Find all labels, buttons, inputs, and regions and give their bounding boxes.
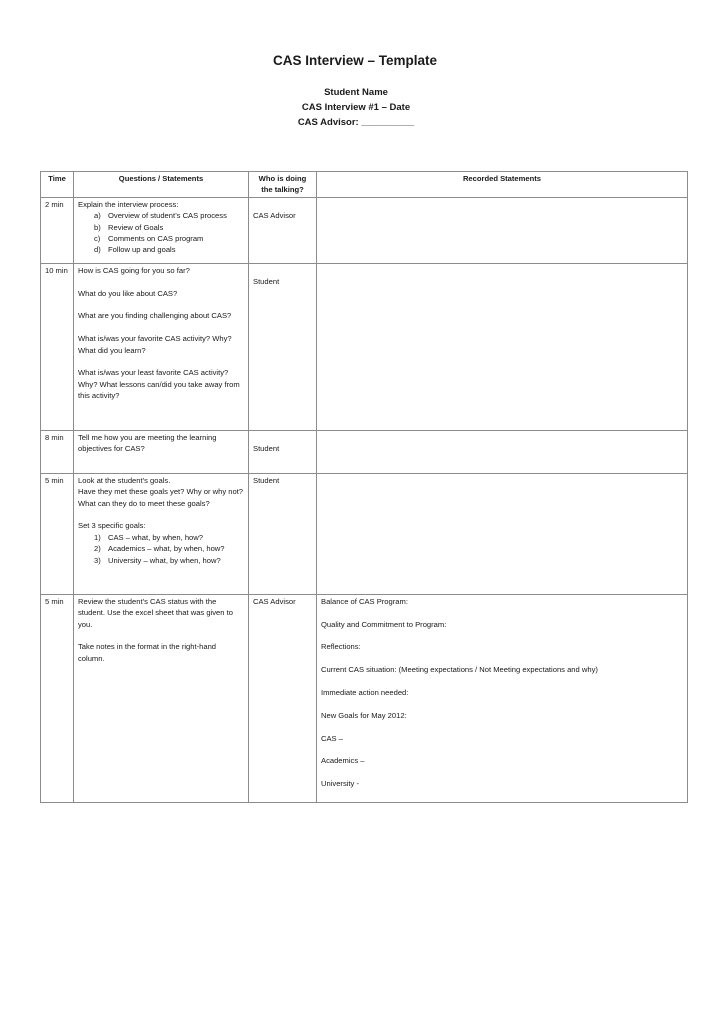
recorded-prompt: Balance of CAS Program: [321, 596, 408, 606]
list-item: a) Overview of student’s CAS process [94, 211, 227, 221]
header-who: Who is doing the talking? [249, 172, 317, 198]
document-title: CAS Interview – Template [272, 53, 438, 68]
recorded-prompt: Academics – [321, 756, 365, 766]
recorded-cell[interactable] [317, 263, 688, 430]
question-text: Take notes in the format in the right-hand column. [78, 642, 217, 663]
table-row [41, 473, 688, 594]
question-text: What is/was your favorite CAS activity? Why? What did you learn? [78, 334, 232, 355]
advisor-line: CAS Advisor: __________ [297, 117, 415, 128]
list-item: b) Review of Goals [94, 222, 164, 232]
table-row [41, 197, 688, 263]
time-cell: 10 min [41, 263, 74, 430]
time-cell: 2 min [41, 197, 74, 263]
recorded-prompt: New Goals for May 2012: [321, 710, 407, 720]
goals-list [78, 532, 244, 566]
list-item: 3) University – what, by when, how? [94, 555, 221, 565]
recorded-cell[interactable] [317, 430, 688, 473]
questions-cell [74, 594, 249, 802]
time-cell: 5 min [41, 594, 74, 802]
recorded-prompt: University - [321, 779, 359, 789]
question-text: Look at the student’s goals. [78, 475, 171, 485]
process-list [78, 210, 244, 256]
list-item: c) Comments on CAS program [94, 234, 204, 244]
who-cell: CAS Advisor [249, 197, 317, 263]
question-text: Tell me how you are meeting the learning objectives for CAS? [78, 432, 217, 454]
recorded-prompt: Immediate action needed: [321, 688, 409, 697]
question-text: How is CAS going for you so far? [78, 265, 190, 275]
question-text: Set 3 specific goals: [78, 521, 146, 531]
recorded-prompt: Quality and Commitment to Program: [321, 619, 447, 629]
questions-cell [74, 430, 249, 473]
table-row [41, 263, 688, 430]
student-name-line: Student Name [324, 87, 388, 98]
list-item: 1) CAS – what, by when, how? [94, 532, 203, 542]
who-cell: Student [249, 430, 317, 473]
interview-table [40, 171, 688, 803]
who-cell: CAS Advisor [249, 594, 317, 802]
questions-cell [74, 263, 249, 430]
time-cell: 8 min [41, 430, 74, 473]
recorded-prompt: Reflections: [321, 642, 361, 652]
recorded-cell[interactable] [317, 594, 688, 802]
question-text: What do you like about CAS? [78, 288, 178, 298]
time-cell: 5 min [41, 473, 74, 594]
who-cell: Student [249, 263, 317, 430]
recorded-cell[interactable] [317, 197, 688, 263]
header-time: Time [41, 172, 74, 198]
header-recorded: Recorded Statements [317, 172, 688, 198]
recorded-cell[interactable] [317, 473, 688, 594]
question-text: Review the student’s CAS status with the student. Use the excel sheet that was given to you. [78, 596, 233, 629]
table-row [41, 594, 688, 802]
recorded-prompt: CAS – [321, 733, 343, 743]
table-header-row [41, 172, 688, 198]
questions-cell [74, 197, 249, 263]
header-questions: Questions / Statements [74, 172, 249, 198]
table-row [41, 430, 688, 473]
question-text: What is/was your least favorite CAS activity? Why? What lessons can/did you take away from this activity? [78, 368, 240, 401]
who-cell: Student [249, 473, 317, 594]
list-item: 2) Academics – what, by when, how? [94, 544, 225, 554]
question-text: Have they met these goals yet? Why or why not? What can they do to meet these goals? [78, 487, 244, 508]
recorded-prompt: Current CAS situation: (Meeting expectations / Not Meeting expectations and why) [321, 665, 598, 675]
list-item: d) Follow up and goals [94, 245, 176, 255]
question-text: What are you finding challenging about CAS? [78, 311, 232, 321]
question-text: Explain the interview process: [78, 199, 179, 209]
questions-cell [74, 473, 249, 594]
interview-date-line: CAS Interview #1 – Date [301, 102, 411, 113]
